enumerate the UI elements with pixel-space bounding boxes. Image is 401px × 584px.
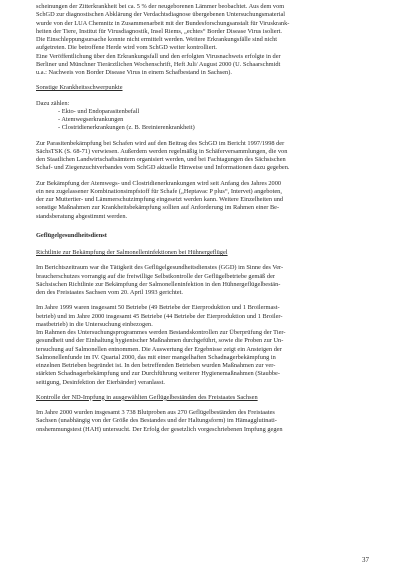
list-item: - Ekto- und Endoparasitenbefall — [58, 107, 140, 115]
page-number: 37 — [362, 556, 369, 564]
paragraph-betriebe-untersuchung: Im Jahre 1999 waren insgesamt 50 Betriebe (49 Betriebe der Eierproduktion und 1 Broilermast- betrieb) und im Jahre 2000 insgesamt 45 Betriebe (44 Betriebe der Eierproduktion und 1 Broiler- mastbetrieb) in die Untersuchung einbezogen. Im Rahmen des Untersuchungsprogrammes werden Bestandskontrollen zur Überprüfung der Tier- gesundheit und der Einhaltung hygienischer Maßnahmen durchgeführt, sowie die Proben zur Un- tersuchung auf Salmonellen entnommen. Die Auswertung der Ergebnisse zeigt ein Ansteigen der Salmonellenfunde im IV. Quartal 2000, das mit einer mangelhaften Schadnagerbekämpfung in einzelnen Betrieben begründet ist. In den betreffenden Betrieben wurden Maßnahmen zur ver- stärkten Schadnagerbekämpfung und zur Durchführung weiterer Hygienemaßnahmen (Staubbe- seitigung, Desinfektion der Eierbänder) veranlasst. — [36, 304, 286, 386]
paragraph-blutproben: Im Jahre 2000 wurden insgesamt 3 738 Blutproben aus 270 Geflügelbeständen des Freistaates Sachsen (unabhängig von der Größe des Bestandes und der Haltungsform) im Hämagglutinati- onshemmungstest (HAH) untersucht. Der Erfolg der gesetzlich vorgeschriebenen Impfung gegen — [36, 409, 283, 433]
list-item: - Clostridienerkrankungen (z. B. Breinierenkrankheit) — [58, 124, 195, 132]
list-item: - Atemwegserkrankungen — [58, 116, 124, 123]
paragraph-atemwegserkrankungen: Zur Bekämpfung der Atemwegs- und Clostridienerkrankungen wird seit Anfang des Jahres 2000 ein neu zugelassener Kombinationsimpfstoff für Schafe („Heptavac P plus“, Intervet) angeboten, der zur Muttertier- und Lämmerschutzimpfung eingesetzt werden kann. Weitere Einzelheiten und sonstige Maßnahmen zur Krankheitsbekämpfung sollten auf Anforderung im Rahmen einer Be- standsberatung abgestimmt werden. — [36, 179, 284, 220]
page-content — [36, 3, 372, 441]
heading-gefluegelgesundheitsdienst: Geflügelgesundheitsdienst — [36, 231, 107, 239]
heading-sonstige-krankheitsschwerpunkte: Sonstige Krankheitsschwerpunkte — [36, 84, 123, 92]
paragraph-parasitenbekaempfung: Zur Parasitenbekämpfung bei Schafen wird auf den Beitrag des SchGD im Bericht 1997/1998 der SächsTSK (S. 68-71) verwiesen. Außerdem werden regelmäßig in Schäferversammlungen, die von den Staatlichen Landwirtschaftsämtern organisiert werden, und bei Fachtagungen des Sächsischen Schaf- und Ziegenzuchtverbandes vom SchGD aktuelle Hinweise und Informationen dazu gegeben. — [36, 139, 290, 172]
paragraph-berichtszeitraum: Im Berichtszeitraum war die Tätigkeit des Geflügelgesundheitsdienstes (GGD) im Sinne des Ver- braucherschutzes vorrangig auf die freiwillige Selbstkontrolle der Geflügelbetriebe gemäß der Sächsischen Richtlinie zur Bekämpfung der Salmonelleninfektion in den Hühnergeflügelbestän- den des Freistaates Sachsen vom 20. April 1993 gerichtet. — [36, 264, 284, 296]
heading-kontrolle-nd-impfung: Kontrolle der ND-Impfung in ausgewählten Geflügelbeständen des Freistaates Sachsen — [36, 393, 258, 401]
disease-list — [36, 108, 372, 133]
dazu-zaehlen-label: Dazu zählen: — [36, 99, 70, 107]
heading-richtlinie-salmonellen: Richtlinie zur Bekämpfung der Salmonelleninfektionen bei Hühnergeflügel — [36, 249, 228, 256]
paragraph-border-disease: scheinungen der Zitterkrankheit bei ca. 5 % der neugeborenen Lämmer beobachtet. Aus dem vom SchGD zur diagnostischen Abklärung der Verdachtsdiagnose übergebenen Untersuchungsmaterial wurde von der LUA Chemnitz in Zusammenarbeit mit der Bundesforschungsanstalt für Viruskrank- heiten der Tiere, Institut für Virusdiagnostik, Insel Riems, „echtes“ Border Disease Virus isoliert. Die Einschleppungsursache konnte nicht ermittelt werden. Weitere Erkrankungsfälle sind nicht aufgetreten. Die betroffene Herde wird vom SchGD weiter kontrolliert. Eine Veröffentlichung über den Erkrankungsfall und den erfolgten Virusnachweis erfolgte in der Berliner und Münchner Tierärztlichen Wochenschrift, Heft Juli/ August 2000 (U. Schaarschmidt u.a.: Nachweis von Border Disease Virus in einem Schafbestand in Sachsen). — [36, 3, 290, 76]
